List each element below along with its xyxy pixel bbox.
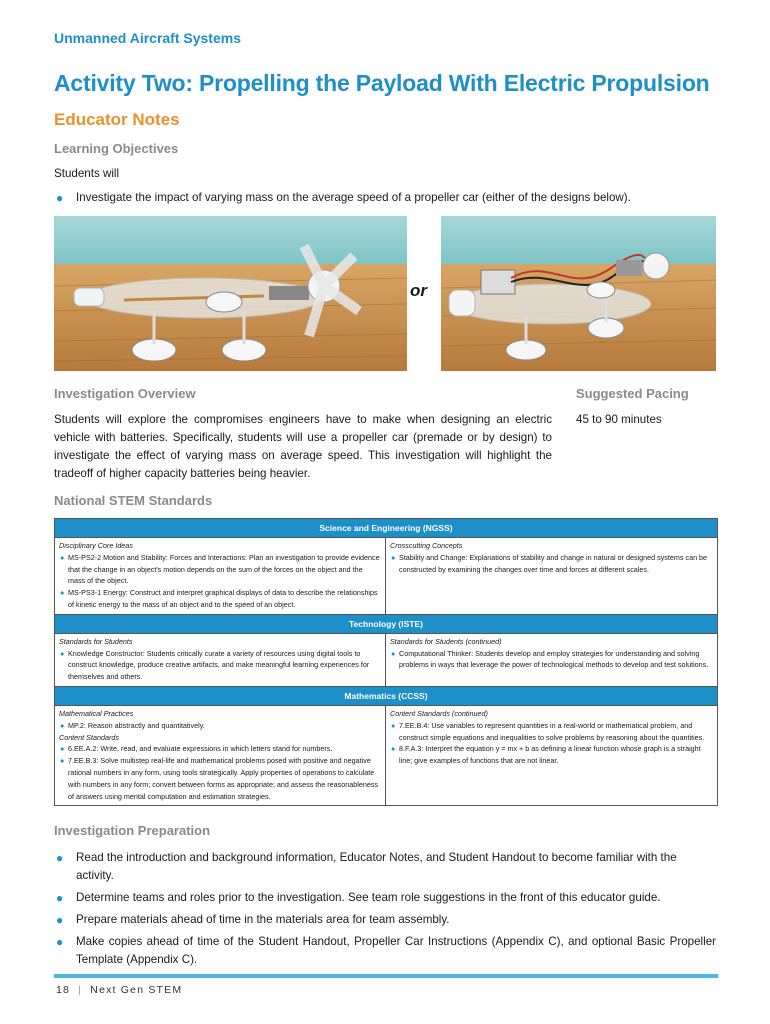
ccss-header: Mathematics (CCSS): [55, 687, 717, 706]
left-propeller-car-photo: [54, 216, 407, 371]
footer: [56, 984, 182, 996]
ngss-left-label: Disciplinary Core Ideas: [59, 541, 133, 550]
page-number: 18: [56, 984, 71, 996]
standards-heading: National STEM Standards: [54, 493, 213, 508]
footer-brand: Next Gen STEM: [90, 984, 183, 996]
footer-separator: |: [78, 984, 83, 996]
objective-text: Investigate the impact of varying mass on the average speed of a propeller car (either of the designs below).: [76, 191, 631, 204]
bullet-icon: ●: [56, 191, 64, 205]
list-item: ● Stability and Change: Explanations of stability and change in natural or designed systems can be constructed by examining the changes over time and forces at different scales.: [391, 552, 708, 574]
list-item: [54, 911, 716, 929]
list-item: ● MP.2: Reason abstractly and quantitatively.: [60, 720, 205, 730]
standard-text: 7.EE.B.3: Solve multistep real-life and mathematical problems posed with positive and negative rational numbers in any form, using tools strategically. Apply properties of operations to calculate with numbers in any form; convert between forms as appropriate; and assess the reasonableness of answers using mental computation and estimation strategies.: [68, 756, 379, 801]
ccss-right-label: Content Standards (continued): [390, 708, 488, 718]
list-item: ● MS-PS2-2 Motion and Stability: Forces and Interactions: Plan an investigation to provide evidence that the change in an object's motion depends on the sum of the forces on the object and the mass of the object.: [60, 552, 380, 586]
pacing-value: 45 to 90 minutes: [576, 413, 662, 426]
list-item: [54, 933, 716, 969]
list-item: [54, 889, 716, 907]
list-item: ● Knowledge Constructor: Students critically curate a variety of resources using digital tools to construct knowledge, produce creative artifacts, and make meaningful learning experiences for themselves and others.: [60, 648, 370, 682]
right-propeller-car-photo: [441, 216, 716, 371]
ngss-header: Science and Engineering (NGSS): [55, 519, 717, 538]
bullet-icon: ●: [56, 891, 64, 905]
standards-table: [54, 518, 718, 806]
list-item: ● 7.EE.B.4: Use variables to represent quantities in a real-world or mathematical problem, and construct simple equations and inequalities to solve problems by reasoning about the quantities.: [391, 720, 705, 742]
list-item: [54, 189, 714, 207]
bullet-icon: ●: [56, 913, 64, 927]
ngss-left-cell: [55, 538, 386, 614]
standard-text: MS-PS2-2 Motion and Stability: Forces and Interactions: Plan an investigation to provide evidence that the change in an object's motion depends on the sum of the forces on the object and the mass of the object.: [68, 552, 380, 586]
ngss-right-cell: [386, 538, 717, 614]
ngss-row: [55, 538, 717, 615]
standard-text: MS-PS3-1 Energy: Construct and interpret graphical displays of data to describe the relationships of kinetic energy to the mass of an object and to the speed of an object.: [68, 588, 378, 609]
iste-right-label: Standards for Students (continued): [390, 636, 502, 646]
prep-text: Determine teams and roles prior to the investigation. See team role suggestions in the front of this educator guide.: [76, 891, 661, 904]
standard-text: Stability and Change: Explanations of stability and change in natural or designed systems can be constructed by examining the changes over time and forces at different scales.: [399, 552, 708, 574]
objectives-heading: Learning Objectives: [54, 141, 179, 156]
page-title: Activity Two: Propelling the Payload With Electric Propulsion: [54, 70, 710, 96]
standard-text: 6.EE.A.2: Write, read, and evaluate expressions in which letters stand for numbers.: [68, 744, 333, 754]
ccss-row: [55, 706, 717, 805]
pacing-heading: Suggested Pacing: [576, 386, 689, 401]
prep-text: Prepare materials ahead of time in the materials area for team assembly.: [76, 913, 450, 926]
ccss-left-cell: [55, 706, 386, 805]
footer-rule: [54, 974, 718, 978]
preparation-heading: Investigation Preparation: [54, 823, 211, 838]
standard-text: Knowledge Constructor: Students critically curate a variety of resources using digital tools to construct knowledge, produce creative artifacts, and make meaningful learning experiences for themselves and others.: [68, 648, 370, 682]
standard-text: 8.F.A.3: Interpret the equation y = mx + b as defining a linear function whose graph is a straight line; give examples of functions that are not linear.: [399, 744, 701, 766]
list-item: [54, 849, 716, 885]
list-item: ● 6.EE.A.2: Write, read, and evaluate expressions in which letters stand for numbers.: [60, 744, 333, 754]
list-item: ● Computational Thinker: Students develop and employ strategies for understanding and solving problems in ways that leverage the power of technological methods to develop and test solutions.: [391, 648, 709, 670]
ngss-right-label: Crosscutting Concepts: [390, 541, 463, 550]
preparation-list: [54, 849, 716, 969]
ccss-left-label: Mathematical Practices: [59, 708, 134, 718]
list-item: ● 7.EE.B.3: Solve multistep real-life and mathematical problems posed with positive and negative rational numbers in any form, using tools strategically. Apply properties of operations to calculate with numbers in any form; convert between forms as appropriate; and assess the reasonableness of answers using mental computation and estimation strategies.: [60, 756, 379, 801]
objectives-list: [54, 189, 714, 207]
section-header: Unmanned Aircraft Systems: [54, 30, 241, 46]
iste-row: [55, 634, 717, 687]
ccss-left-label-b: Content Standards: [59, 732, 119, 742]
list-item: ● 8.F.A.3: Interpret the equation y = mx + b as defining a linear function whose graph is a straight line; give examples of functions that are not linear.: [391, 744, 701, 766]
standard-text: MP.2: Reason abstractly and quantitatively.: [68, 720, 205, 730]
list-item: ● MS-PS3-1 Energy: Construct and interpret graphical displays of data to describe the relationships of kinetic energy to the mass of an object and to the speed of an object.: [60, 588, 378, 609]
ccss-right-cell: [386, 706, 717, 805]
or-label: or: [410, 281, 427, 300]
iste-right-cell: [386, 634, 717, 686]
bullet-icon: ●: [56, 935, 64, 949]
standard-text: 7.EE.B.4: Use variables to represent quantities in a real-world or mathematical problem, and construct simple equations and inequalities to solve problems by reasoning about the quantities.: [399, 720, 705, 742]
iste-left-label: Standards for Students: [59, 636, 133, 646]
page-subtitle: Educator Notes: [54, 110, 180, 129]
overview-heading: Investigation Overview: [54, 386, 196, 401]
iste-header: Technology (ISTE): [55, 615, 717, 634]
prep-text: Read the introduction and background information, Educator Notes, and Student Handout to become familiar with the activity.: [76, 851, 677, 882]
prep-text: Make copies ahead of time of the Student Handout, Propeller Car Instructions (Appendix C), and optional Basic Propeller Template (Appendix C).: [76, 935, 716, 966]
bullet-icon: ●: [56, 851, 64, 865]
overview-text: Students will explore the compromises engineers have to make when designing an electric vehicle with batteries. Specifically, students will use a propeller car (premade or by design) to investigate the effect of varying mass on average speed. This investigation will highlight the tradeoff of higher capacity batteries being heavier.: [54, 413, 552, 480]
standard-text: Computational Thinker: Students develop and employ strategies for understanding and solving problems in ways that leverage the power of technological methods to develop and test solutions.: [399, 648, 709, 670]
objectives-intro: Students will: [54, 167, 120, 180]
iste-left-cell: [55, 634, 386, 686]
